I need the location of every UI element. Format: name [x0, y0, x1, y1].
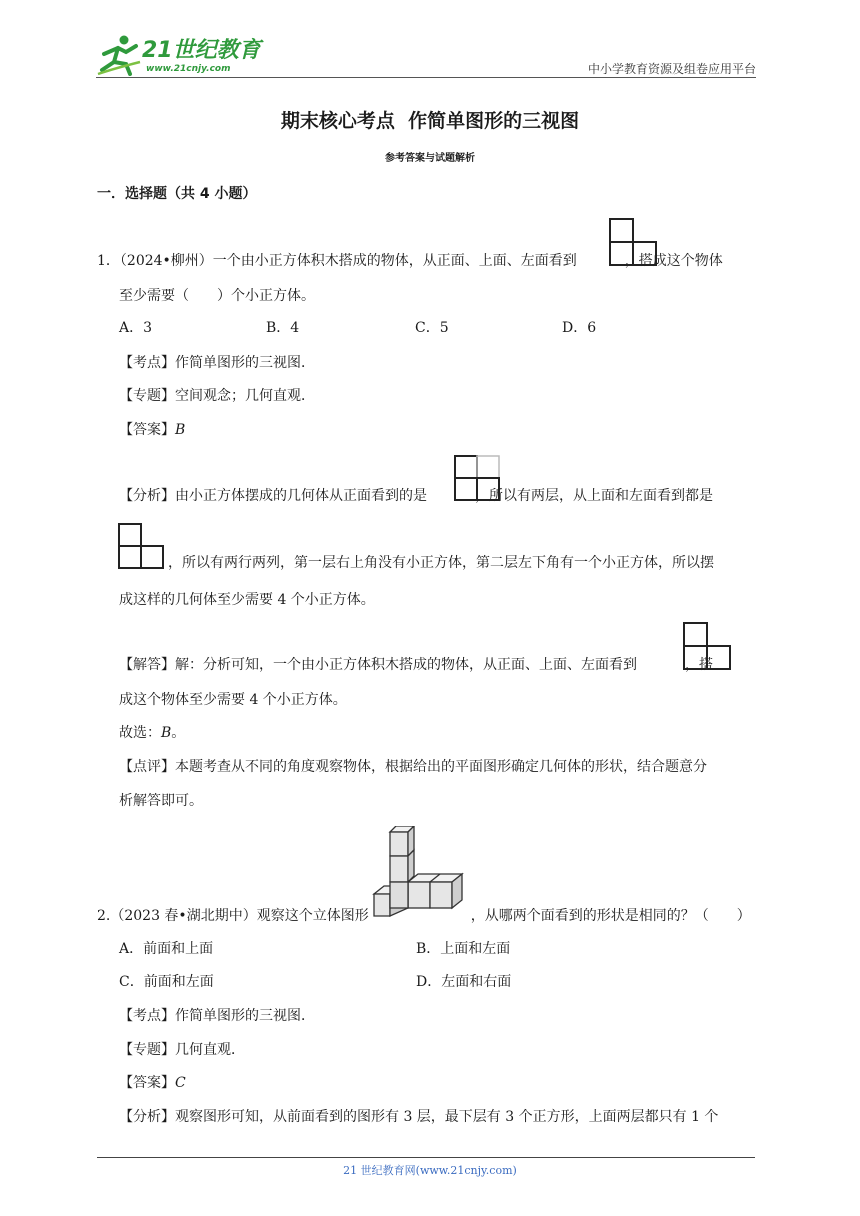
page-title: 期末核心考点 作简单图形的三视图 — [280, 110, 580, 132]
q2-option-a: A．前面和上面 — [119, 941, 214, 957]
q2-cube-figure — [370, 826, 466, 918]
q1-option-a: A．3 — [119, 320, 153, 336]
q1-option-c: C．5 — [415, 320, 449, 336]
platform-name: 中小学教育资源及组卷应用平台 — [587, 62, 756, 76]
q1-answer: 【答案】B — [119, 422, 186, 438]
q1-view-figure — [609, 218, 657, 266]
q1-jieda-figure — [683, 622, 731, 670]
q1-option-b: B．4 — [266, 320, 300, 336]
q1-stem-b: ，搭成这个物体 — [624, 253, 723, 269]
q1-fenxi-figure-front — [454, 455, 500, 501]
q2-option-d: D．左面和右面 — [416, 974, 512, 990]
q1-stem-line2: 至少需要（ ）个小正方体。 — [119, 288, 315, 304]
q1-fenxi-line3: 成这样的几何体至少需要 4 个小正方体。 — [119, 592, 375, 608]
q1-fenxi-figure-top — [118, 523, 164, 569]
q2-answer: 【答案】C — [119, 1075, 186, 1091]
q2-stem: 2.（2023 春•湖北期中）观察这个立体图形 ，从哪两个面看到的形状是相同的？（ ） — [97, 908, 751, 924]
q1-dianping-line1: 【点评】本题考查从不同的角度观察物体，根据给出的平面图形确定几何体的形状，结合题意分 — [119, 759, 707, 775]
q2-fenxi-line1: 【分析】观察图形可知，从前面看到的图形有 3 层，最下层有 3 个正方形，上面两层都只有 1 个 — [119, 1109, 719, 1125]
footer-rule — [97, 1157, 755, 1158]
q1-jieda-line1: 【解答】解：分析可知，一个由小正方体积木搭成的物体，从正面、上面、左面看到 ，搭 — [119, 657, 713, 673]
footer-text: 21 世纪教育网(www.21cnjy.com) — [343, 1164, 517, 1177]
q1-kaodian: 【考点】作简单图形的三视图． — [119, 355, 315, 371]
q1-fenxi-line2: ，所以有两行两列，第一层右上角没有小正方体，第二层左下角有一个小正方体，所以摆 — [168, 555, 714, 571]
q2-option-c: C．前面和左面 — [119, 974, 214, 990]
q2-kaodian: 【考点】作简单图形的三视图． — [119, 1008, 315, 1024]
page-subtitle: 参考答案与试题解析 — [385, 153, 475, 164]
logo-url: www.21cnjy.com — [146, 64, 231, 74]
q1-option-d: D．6 — [562, 320, 597, 336]
logo-text: 21世纪教育 — [142, 38, 261, 63]
q1-jieda-line2: 成这个物体至少需要 4 个小正方体。 — [119, 692, 347, 708]
section-heading: 一．选择题（共 4 小题） — [97, 186, 257, 202]
q1-fenxi-line1: 【分析】由小正方体摆成的几何体从正面看到的是 ，所以有两层，从上面和左面看到都是 — [119, 488, 713, 504]
q1-guxuan: 故选：B。 — [119, 725, 186, 741]
q2-option-b: B．上面和左面 — [416, 941, 511, 957]
q2-zhuanti: 【专题】几何直观． — [119, 1042, 245, 1058]
logo-runner-icon — [96, 34, 142, 76]
q1-dianping-line2: 析解答即可。 — [119, 793, 203, 809]
header-rule — [96, 77, 756, 78]
q1-stem-a: 1．（2024•柳州）一个由小正方体积木搭成的物体，从正面、上面、左面看到 — [97, 253, 577, 269]
q1-zhuanti: 【专题】空间观念；几何直观． — [119, 388, 315, 404]
